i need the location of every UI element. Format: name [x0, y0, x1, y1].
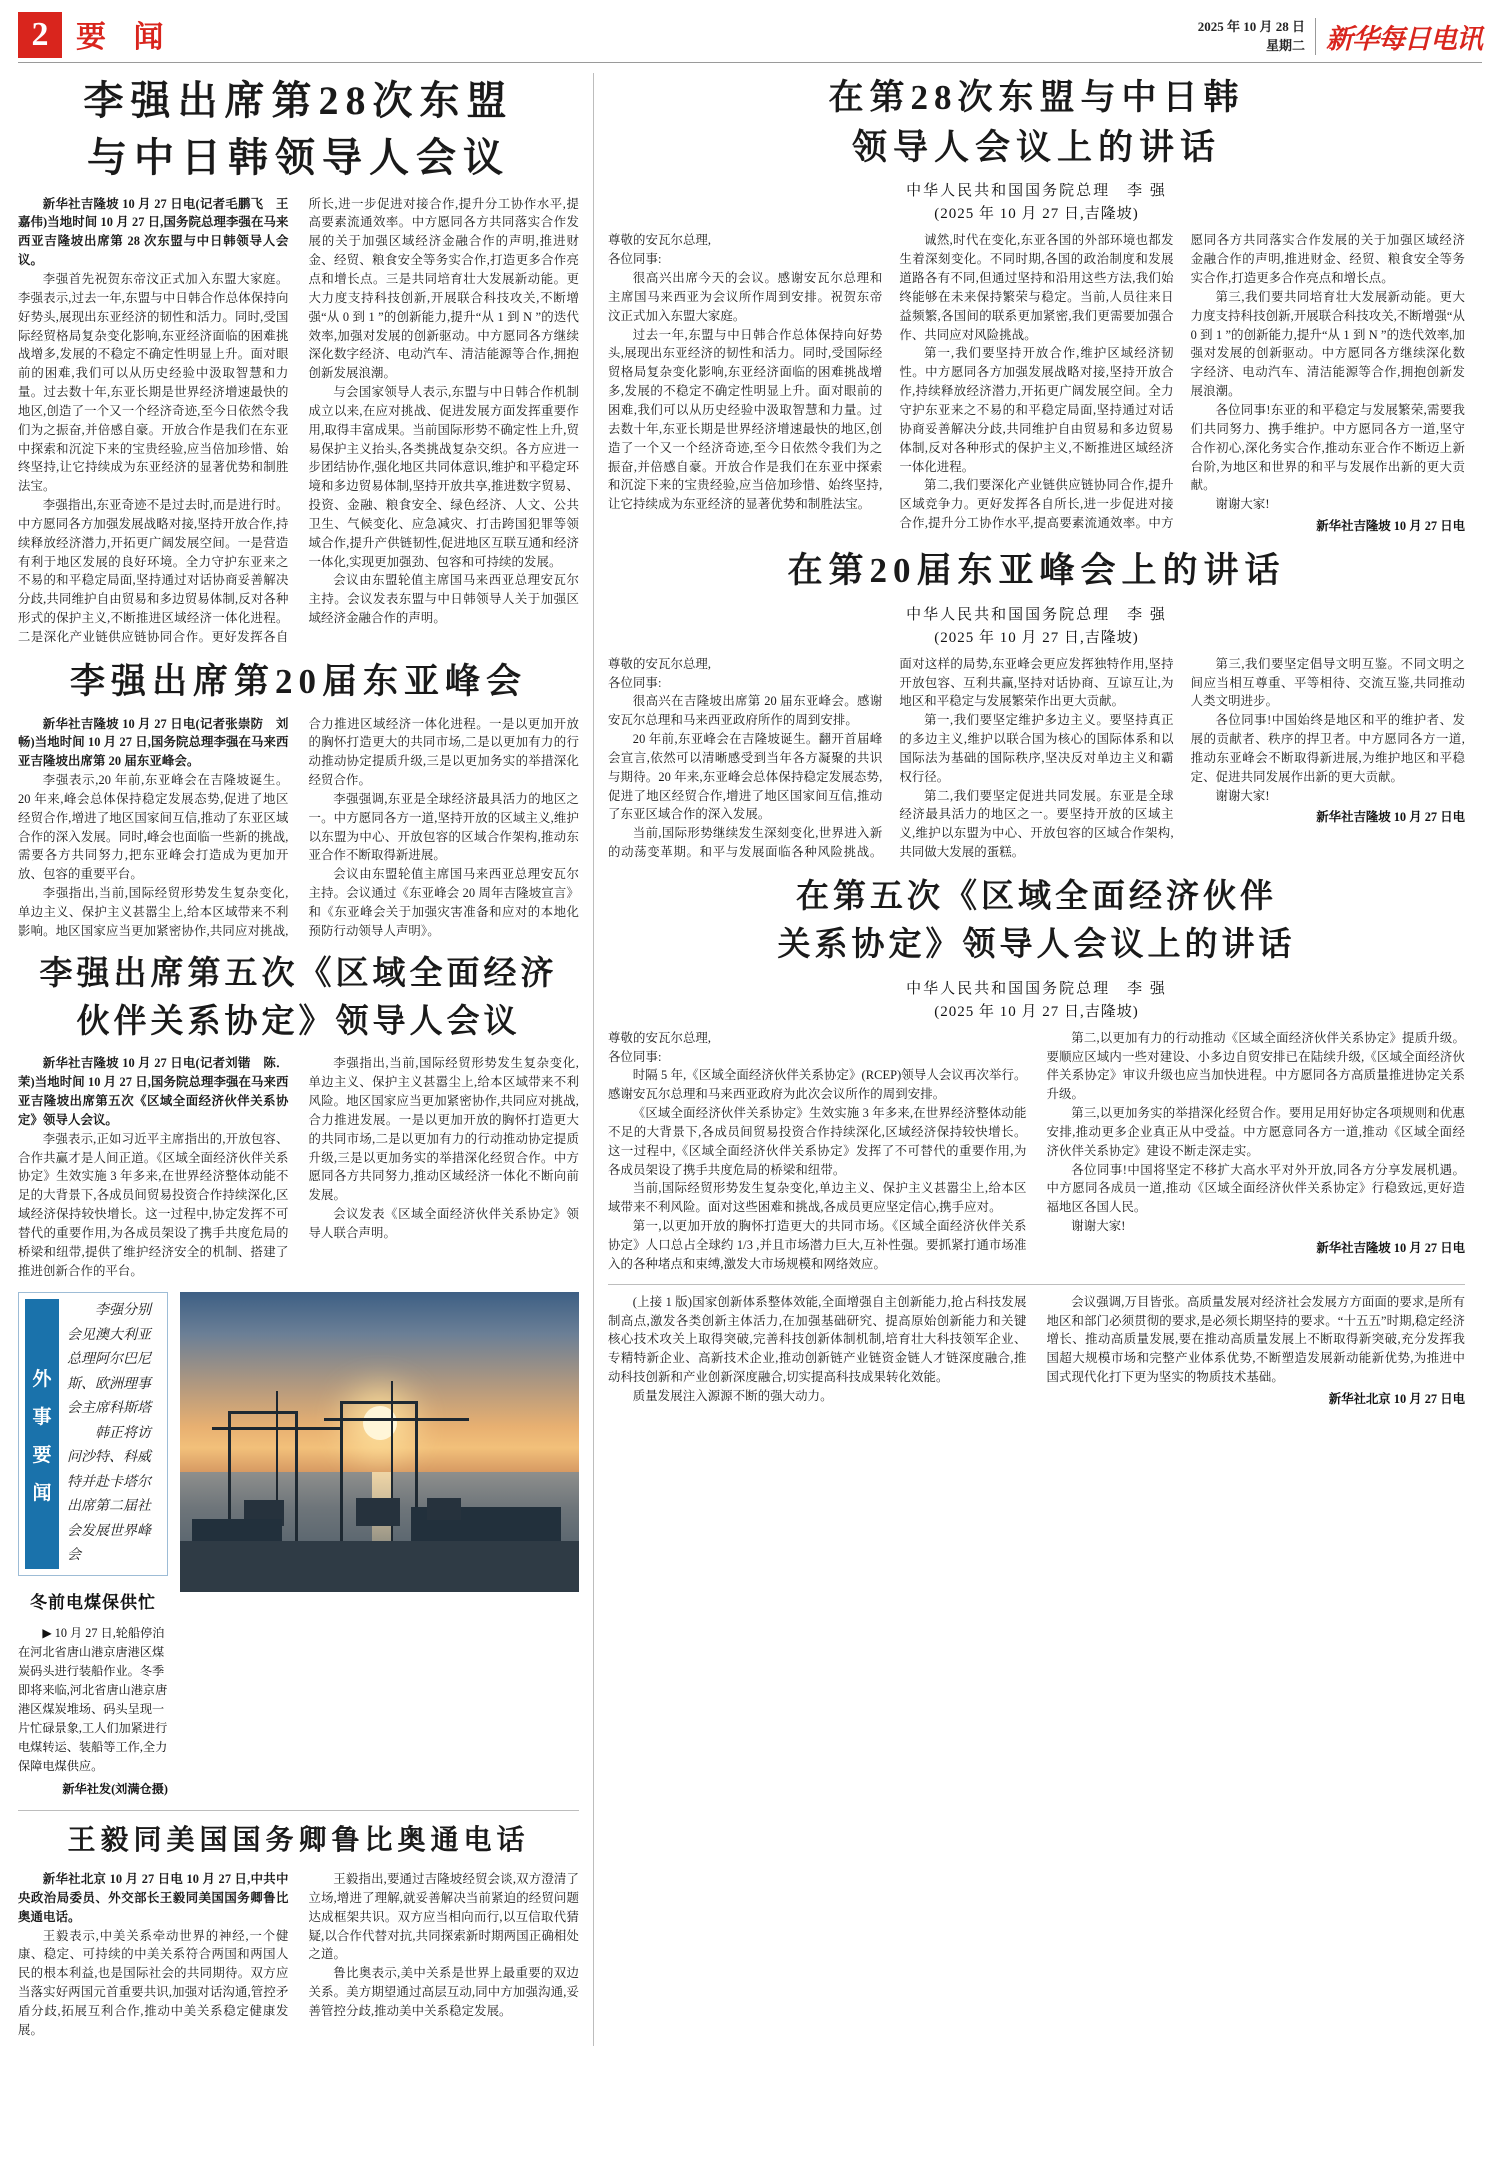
- paragraph: 王毅表示,中美关系牵动世界的神经,一个健康、稳定、可持续的中美关系符合两国和两国人民的根本利益,也是国际社会的共同期待。双方应当落实好两国元首重要共识,加强对话沟通,管控矛盾分歧,拓展互利合作,推动中美关系稳定健康发展。: [18, 1928, 289, 2037]
- waishi-tab-char-4: 闻: [32, 1482, 52, 1504]
- paragraph: 李强指出,东亚奇迹不是过去时,而是进行时。中方愿同各方加强发展战略对接,坚持开放合作,持续释放经济潜力,开拓更广阔发展空间。一是营造有利于地区发展的良好环境。全力守护东亚来之不易的和平稳定局面,坚持通过对话协商妥善解决分歧,共同维护自由贸易和多边贸易体制,反对各种形式的保护主义,不断推进区域经济一体化进程。二是深化产业链供应链协同合作。更好发挥各自所长,进一步促进对接合作,提升分工协作水平,提高要素流通效率。中方愿同各方共同落实合作发展的关于加强区域经济金融合作的声明,推进财金、经贸、粮食安全等务实合作,打造更多合作亮点和增长点。三是共同培育壮大发展新动能。更大力度支持科技创新,开展联合科技攻关,不断增强“从 0 到 1 ”的创新能力,提升“从 1 到 N ”的迭代效率,加强对发展的创新驱动。中方愿同各方继续深化数字经济、电动汽车、清洁能源等合作,拥抱创新发展浪潮。: [18, 196, 579, 644]
- waishi-tab-char-2: 事: [32, 1406, 52, 1428]
- speech1-dateplace: (2025 年 10 月 27 日,吉隆坡): [934, 206, 1139, 223]
- paragraph: (上接 1 版)国家创新体系整体效能,全面增强自主创新能力,抢占科技发展制高点,激发各类创新主体活力,在加强基础研究、提高原始创新能力和关键核心技术攻关上取得突破,完善科技创新体制机制,培育壮大科技领军企业、专精特新企业、高新技术企业,推动创新链产业链资金链人才链深度融合,推动科技创新和产业创新深度融合,切实提高科技成果转化效能。: [608, 1294, 1027, 1385]
- paragraph: 谢谢大家!: [1215, 788, 1270, 803]
- speech2-signature: 新华社吉隆坡 10 月 27 日电: [1316, 810, 1465, 825]
- paragraph: [18, 195, 289, 270]
- paragraph: 王毅指出,要通过吉隆坡经贸会谈,双方澄清了立场,增进了理解,就妥善解决当前紧迫的经贸问题达成框架共识。双方应当相向而行,以互信取代猜疑,以合作代替对抗,共同探索新时期两国正确相处之道。: [308, 1872, 579, 1962]
- ship-superstructure: [427, 1498, 461, 1520]
- paragraph: 各位同事!中国将坚定不移扩大高水平对外开放,同各方分享发展机遇。中方愿同各成员一道,推动《区域全面经济伙伴关系协定》行稳致远,更好造福地区各国人民。: [1046, 1162, 1465, 1215]
- waishi-briefs-box: [18, 1292, 168, 1576]
- paragraph: 第二,我们要坚定促进共同发展。东亚是全球经济最具活力的地区之一。要坚持开放的区域主义,维护以东盟为中心、开放包容的区域合作架构,共同做大发展的蛋糕。: [899, 788, 1174, 860]
- paragraph: 会议由东盟轮值主席国马来西亚总理安瓦尔主持。会议通过《东亚峰会 20 周年吉隆坡宣言》和《东亚峰会关于加强灾害准备和应对的本地化预防行动领导人声明》。: [308, 867, 579, 938]
- article1-headline: [18, 73, 579, 187]
- paragraph: 第一,我们要坚持开放合作,维护区域经济韧性。中方愿同各方加强发展战略对接,坚持开放合作,持续释放经济潜力,开拓更广阔发展空间。全力守护东亚来之不易的和平稳定局面,坚持通过对话协商妥善解决分歧,共同维护自由贸易和多边贸易体制,反对各种形式的保护主义,不断推进区域经济一体化进程。: [899, 346, 1174, 474]
- paragraph: 20 年前,东亚峰会在吉隆坡诞生。翻开首届峰会宣言,依然可以清晰感受到当年各方凝聚的共识与期待。20 年来,东亚峰会总体保持稳定发展态势,促进了地区经贸合作,增进了地区国家间互信,推动了东亚区域合作的深入发展。: [608, 732, 883, 822]
- waishi-tab-label: [25, 1299, 59, 1569]
- continued-signature: 新华社北京 10 月 27 日电: [1328, 1391, 1465, 1406]
- article-wangyi-rubio-call: [18, 1821, 579, 2039]
- paragraph: 《区域全面经济伙伴关系协定》生效实施 3 年多来,在世界经济整体动能不足的大背景下,各成员间贸易投资合作持续深化,区域经济保持较快增长。这一过程中,《区域全面经济伙伴关系协定》发挥了不可替代的重要作用,为各成员架设了携手共度危局的桥梁和纽带。: [608, 1106, 1027, 1177]
- speech1-signature: 新华社吉隆坡 10 月 27 日电: [1316, 519, 1465, 534]
- newspaper-logo: 新华每日电讯: [1326, 24, 1482, 54]
- publication-date: 2025 年 10 月 28 日: [1197, 18, 1305, 34]
- speech3-headline-line1: 在第五次《区域全面经济伙伴: [796, 879, 1277, 915]
- paragraph: 很高兴在吉隆坡出席第 20 届东亚峰会。感谢安瓦尔总理和马来西亚政府所作的周到安排。: [608, 694, 883, 728]
- paragraph: 第三,我们要共同培育壮大发展新动能。更大力度支持科技创新,开展联合科技攻关,不断增强“从 0 到 1 ”的创新能力,提升“从 1 到 N ”的迭代效率,加强对发展的创新驱动。中方愿同各方继续深化数字经济、电动汽车、清洁能源等合作,拥抱创新发展浪潮。: [1190, 289, 1465, 399]
- paragraph: 时隔 5 年,《区域全面经济伙伴关系协定》(RCEP)领导人会议再次举行。感谢安瓦尔总理和马来西亚政府为此次会议所作的周到安排。: [608, 1068, 1027, 1102]
- continued-divider: [608, 1284, 1465, 1285]
- paragraph: 当前,国际经贸形势发生复杂变化,单边主义、保护主义甚嚣尘上,给本区域带来不利风险。面对这些困难和挑战,各成员更应坚定信心,携手应对。: [608, 1181, 1027, 1215]
- paragraph: 过去一年,东盟与中日韩合作总体保持向好势头,展现出东亚经济的韧性和活力。同时,受国际经贸格局复杂变化影响,东亚经济面临的困难挑战增多,发展的不稳定不确定性明显上升。面对眼前的困难,我们可以从历史经验中汲取智慧和力量。过去数十年,东亚长期是世界经济增速最快的地区,创造了一个又一个经济奇迹,至今日依然令我们为之振奋,并倍感自豪。开放合作是我们在东亚中探索和沉淀下来的宝贵经验,应当倍加珍惜、始终坚持,让它持续成为东亚经济的显著优势和制胜法宝。: [608, 327, 883, 512]
- sidebar-column: [18, 1292, 168, 1798]
- paragraph: 李强指出,当前,国际经贸形势发生复杂变化,单边主义、保护主义甚嚣尘上,给本区域带来不利影响。地区国家应当更加紧密协作,共同应对挑战,合力推进区域经济一体化进程。一是以更加开放的胸怀打造更大的共同市场,二是以更加有力的行动推动协定提质升级,三是以更加务实的举措深化经贸合作。: [18, 716, 579, 938]
- speech3-headline: [608, 874, 1465, 970]
- salutation: 尊敬的安瓦尔总理,: [608, 656, 712, 671]
- article3-headline-line2: 伙伴关系协定》领导人会议: [76, 1003, 521, 1040]
- paragraph: 各位同事!中国始终是地区和平的维护者、发展的贡献者、秩序的捍卫者。中方愿同各方一道,推动东亚峰会不断取得新进展,为维护地区和平稳定、促进共同发展作出新的更大贡献。: [1190, 713, 1465, 784]
- barge: [192, 1519, 282, 1541]
- photo-caption-block: [18, 1590, 168, 1799]
- speech3-dateplace: (2025 年 10 月 27 日,吉隆坡): [934, 1003, 1139, 1020]
- quay-dock: [180, 1541, 579, 1592]
- dateline: 新华社吉隆坡 10 月 27 日电(记者张崇防 刘畅)当地时间 10 月 27 日,国务院总理李强在马来西亚吉隆坡出席第 20 届东亚峰会。: [18, 716, 289, 769]
- article4-headline: 王毅同美国国务卿鲁比奥通电话: [67, 1825, 530, 1857]
- article-east-asia-summit: [18, 657, 579, 941]
- salutation: 尊敬的安瓦尔总理,: [608, 233, 712, 248]
- date-block: [1198, 18, 1316, 56]
- article-rcep-leaders-meeting: [18, 951, 579, 1281]
- crane-cabin: [356, 1498, 400, 1526]
- paragraph: 谢谢大家!: [1071, 1219, 1126, 1234]
- speech2-body: [608, 655, 1465, 862]
- continued-from-page1: [608, 1293, 1465, 1407]
- masthead: [18, 0, 1482, 58]
- article1-body: [18, 195, 579, 647]
- salutation: 各位同事:: [608, 1049, 662, 1064]
- salutation: 各位同事:: [608, 675, 662, 690]
- paragraph: 质量发展注入源源不断的强大动力。: [632, 1388, 833, 1403]
- paragraph: 很高兴出席今天的会议。感谢安瓦尔总理和主席国马来西亚为会议所作周到安排。祝贺东帝汶正式加入东盟大家庭。: [608, 271, 883, 323]
- speech1-headline: [608, 73, 1465, 172]
- paragraph: 会议由东盟轮值主席国马来西亚总理安瓦尔主持。会议发表东盟与中日韩领导人关于加强区域经济金融合作的声明。: [308, 573, 579, 626]
- paragraph: 与会国家领导人表示,东盟与中日韩合作机制成立以来,在应对挑战、促进发展方面发挥重要作用,取得丰富成果。当前国际形势不确定性上升,贸易保护主义抬头,各类挑战复杂交织。各方应进一步团结协作,强化地区共同体意识,维护和平稳定环境和多边贸易体制,坚持开放共享,推进数字贸易、投资、金融、粮食安全、绿色经济、人文、公共卫生、气候变化、应急减灾、打击跨国犯罪等领域合作,提升产供链韧性,促进地区互联互通和经济一体化,实现更加强劲、包容和可持续的发展。: [308, 385, 579, 569]
- article-asean-plus-three: [18, 73, 579, 647]
- dateline: 新华社北京 10 月 27 日电 10 月 27 日,中共中央政治局委员、外交部长王毅同美国国务卿鲁比奥通电话。: [18, 1872, 289, 1924]
- paragraph: 第二,以更加有力的行动推动《区域全面经济伙伴关系协定》提质升级。要顺应区域内一些对建设、小多边自贸安排已在陆续升级,《区域全面经济伙伴关系协定》审议升级也应当加快进程。中方愿同各方高质量推进协定关系升级。: [1046, 1030, 1465, 1102]
- dateline: 新华社吉隆坡 10 月 27 日电(记者毛鹏飞 王嘉伟)当地时间 10 月 27 日,国务院总理李强在马来西亚吉隆坡出席第 28 次东盟与中日韩领导人会议。: [18, 196, 289, 268]
- paragraph: 第二,我们要深化产业链供应链协同合作,提升区域竞争力。更好发挥各自所长,进一步促进对接合作,提升分工协作水平,提高要素流通效率。中方愿同各方共同落实合作发展的关于加强区域经济金融合作的声明,推进财金、经贸、粮食安全等务实合作,打造更多合作亮点和增长点。: [899, 233, 1465, 531]
- speech-rcep: [608, 874, 1465, 1274]
- paragraph: 李强表示,20 年前,东亚峰会在吉隆坡诞生。20 年来,峰会总体保持稳定发展态势,促进了地区经贸合作,增进了地区国家间互信,推动了东亚区域合作的深入发展。同时,峰会也面临一些新的挑战,需要各方共同努力,把东亚峰会打造成为更加开放、包容的重要平台。: [18, 773, 289, 882]
- paragraph: 谢谢大家!: [1215, 497, 1270, 512]
- speech1-body: [608, 231, 1465, 534]
- page-body: [18, 73, 1482, 2046]
- waishi-items: [67, 1299, 161, 1569]
- speech2-headline: 在第20届东亚峰会上的讲话: [787, 551, 1286, 591]
- article4-body: [18, 1870, 579, 2040]
- paragraph: [18, 1870, 289, 1927]
- article2-headline: 李强出席第20届东亚峰会: [69, 661, 527, 701]
- waishi-tab-char-1: 外: [32, 1368, 52, 1390]
- paragraph: 各位同事!东亚的和平稳定与发展繁荣,需要我们共同努力、携手维护。中方愿同各方一道,坚守合作初心,深化务实合作,推动东亚合作不断迈上新台阶,为地区和世界的和平与发展作出新的更大贡献。: [1190, 402, 1465, 493]
- speech-east-asia-summit: [608, 546, 1465, 862]
- article1-headline-line2: 与中日韩领导人会议: [87, 134, 510, 180]
- photo-caption-text: ▶ 10 月 27 日,轮船停泊在河北省唐山港京唐港区煤炭码头进行装船作业。冬季即将来临,河北省唐山港京唐港区煤炭堆场、码头呈现一片忙碌景象,工人们加紧进行电煤转运、装船等工作,全力保障电煤供应。: [18, 1626, 168, 1773]
- paragraph: 李强指出,当前,国际经贸形势发生复杂变化,单边主义、保护主义甚嚣尘上,给本区域带来不利风险。地区国家应当更加紧密协作,共同应对挑战,合力推进发展。一是以更加开放的胸怀打造更大的共同市场,二是以更加有力的行动推动协定提质升级,三是以更加务实的举措深化经贸合作。中方愿同各方共同努力,推动区域经济一体化不断向前发展。: [308, 1056, 579, 1203]
- paragraph: 第一,我们要坚定维护多边主义。要坚持真正的多边主义,维护以联合国为核心的国际体系和以国际法为基础的国际秩序,坚决反对单边主义和霸权行径。: [899, 713, 1174, 784]
- masthead-rule: [18, 62, 1482, 63]
- weekday: 星期二: [1265, 37, 1305, 53]
- paragraph: 第三,以更加务实的举措深化经贸合作。要用足用好协定各项规则和优惠安排,推动更多企业真正从中受益。中方愿意同各方一道,推动《区域全面经济伙伴关系协定》建设不断走深走实。: [1046, 1106, 1465, 1158]
- right-panel: [593, 73, 1465, 2046]
- dateline: 新华社吉隆坡 10 月 27 日电(记者刘锴 陈． 茉)当地时间 10 月 27 日,国务院总理李强在马来西亚吉隆坡出席第五次《区域全面经济伙伴关系协定》领导人会议。: [18, 1056, 289, 1127]
- paragraph: 李强表示,正如习近平主席指出的,开放包容、合作共赢才是人间正道。《区域全面经济伙伴关系协定》生效实施 3 年多来,在世界经济整体动能不足的大背景下,各成员间贸易投资合作持续深化,区域经济保持较快增长。这一过程中,协定发挥不可替代的重要作用,为各成员架设了携手共度危局的桥梁和纽带,提供了维护经济安全的机制、搭建了推进创新合作的平台。: [18, 1131, 289, 1278]
- waishi-item[interactable]: 李强分别会见澳大利亚总理阿尔巴尼斯、欧洲理事会主席科斯塔: [67, 1303, 151, 1417]
- speech3-author: 中华人民共和国国务院总理 李 强: [906, 980, 1167, 997]
- speech2-author: 中华人民共和国国务院总理 李 强: [906, 606, 1167, 623]
- crane-arm: [324, 1418, 469, 1421]
- paragraph: 第三,我们要坚定倡导文明互鉴。不同文明之间应当相互尊重、平等相待、交流互鉴,共同推动人类文明进步。: [1190, 656, 1465, 709]
- harbour-coal-photo: [180, 1292, 579, 1592]
- paragraph: [18, 715, 289, 772]
- paragraph: 当前,国际形势继续发生深刻变化,世界进入新的动荡变革期。和平与发展面临各种风险挑战。面对这样的局势,东亚峰会更应发挥独特作用,坚持开放包容、互利共赢,坚持对话协商、互谅互让,为地区和平稳定与发展繁荣作出更大贡献。: [608, 656, 1174, 860]
- speech3-headline-line2: 关系协定》领导人会议上的讲话: [777, 926, 1296, 963]
- article1-headline-line1: 李强出席第28次东盟: [83, 78, 514, 123]
- paragraph: 会议发表《区域全面经济伙伴关系协定》领导人联合声明。: [308, 1207, 579, 1240]
- paragraph: 鲁比奥表示,美中关系是世界上最重要的双边关系。美方期望通过高层互动,同中方加强沟通,妥善管控分歧,推动美中关系稳定发展。: [308, 1966, 579, 2018]
- paragraph: 会议强调,万目皆张。高质量发展对经济社会发展方方面面的要求,是所有地区和部门必须贯彻的要求,是必须长期坚持的要求。“十五五”时期,稳定经济增长、推动高质量发展,要在推动高质量发展上不断取得新突破,充分发挥我国超大规模市场和完整产业体系优势,不断塑造发展新动能新优势,为推进中国式现代化打下更为坚实的物质技术基础。: [1046, 1294, 1465, 1385]
- speech1-headline-line1: 在第28次东盟与中日韩: [828, 78, 1245, 117]
- speech3-body: [608, 1029, 1465, 1274]
- section-title: 要 闻: [76, 21, 174, 54]
- speech2-dateplace: (2025 年 10 月 27 日,吉隆坡): [934, 629, 1139, 646]
- paragraph: 李强首先祝贺东帝汶正式加入东盟大家庭。李强表示,过去一年,东盟与中日韩合作总体保持向好势头,展现出东亚经济的韧性和活力。同时,受国际经贸格局复杂变化影响,东亚经济面临的困难挑战增多,发展的不稳定不确定性明显上升。面对眼前的困难,我们可以从历史经验中汲取智慧和力量。过去数十年,东亚长期是世界经济增速最快的地区,创造了一个又一个经济奇迹,至今日依然令我们为之振奋,并倍感自豪。开放合作是我们在东亚中探索和沉淀下来的宝贵经验,应当倍加珍惜、始终坚持,让它持续成为东亚经济的显著优势和制胜法宝。: [18, 271, 289, 494]
- photo-credit: 新华社发(刘满仓摄): [62, 1781, 168, 1796]
- article3-headline-line1: 李强出席第五次《区域全面经济: [39, 955, 558, 992]
- waishi-tab-char-3: 要: [32, 1444, 52, 1466]
- salutation: 各位同事:: [608, 252, 662, 267]
- paragraph: [18, 1054, 289, 1129]
- salutation: 尊敬的安瓦尔总理,: [608, 1030, 712, 1045]
- article3-headline: [18, 951, 579, 1047]
- left-panel: [18, 73, 593, 2046]
- article2-body: [18, 715, 579, 941]
- paragraph: 第一,以更加开放的胸怀打造更大的共同市场。《区域全面经济伙伴关系协定》人口总占全球约 1/3 ,并且市场潜力巨大,互补性强。要抓紧打通市场准入的各种堵点和束缚,激发大市场规模和网络效应。: [608, 1219, 1027, 1271]
- masthead-right: [1198, 17, 1482, 58]
- waishi-item[interactable]: 韩正将访问沙特、科威特并赴卡塔尔出席第二届社会发展世界峰会: [67, 1425, 151, 1564]
- speech1-headline-line2: 领导人会议上的讲话: [851, 127, 1221, 167]
- article3-body: [18, 1054, 579, 1280]
- speech3-signature: 新华社吉隆坡 10 月 27 日电: [1316, 1240, 1465, 1255]
- speech-asean-plus-three: [608, 73, 1465, 534]
- section-divider: [18, 1810, 579, 1811]
- paragraph: 李强强调,东亚是全球经济最具活力的地区之一。中方愿同各方一道,坚持开放的区域主义,维护以东盟为中心、开放包容的区域合作架构,推动东亚合作不断取得新进展。: [308, 791, 579, 863]
- speech1-author: 中华人民共和国国务院总理 李 强: [906, 183, 1167, 200]
- photo-block: [18, 1292, 579, 1798]
- page-number-badge: 2: [18, 12, 62, 58]
- photo-caption-title: 冬前电煤保供忙: [30, 1592, 156, 1612]
- paragraph: 诚然,时代在变化,东亚各国的外部环境也都发生着深刻变化。不同时期,各国的政治制度和发展道路各有不同,但通过坚持和沿用这些方法,我们始终能够在未来保持繁荣与稳定。当前,人员往来日益频繁,各国间的联系更加紧密,我们更需要加强合作、共同应对风险挑战。: [899, 233, 1174, 342]
